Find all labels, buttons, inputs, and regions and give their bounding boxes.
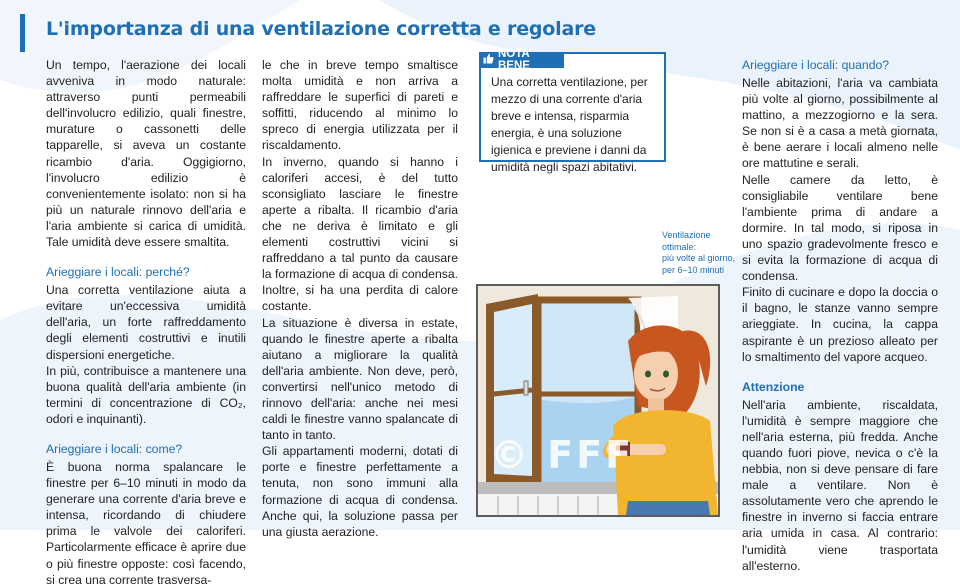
quando-paragraph-3: Finito di cucinare e dopo la doccia o il bagno, le stanze vanno sempre arieggiate. In cucina, la cappa aspirante è un prezioso alleato per lo smaltimento del vapore acqueo. [742, 285, 938, 364]
come-paragraph-2: le che in breve tempo smaltisce molta umidità e non arriva a raffreddare le superfici di pareti e soffitti, riducendo al minimo lo spreco di energia utilizzata per il riscaldamento. [262, 58, 458, 153]
ventilation-illustration [476, 284, 720, 517]
quando-paragraph-1: Nelle abitazioni, l'aria va cambiata più volte al giorno, possibilmente al mattino, a mezzogiorno e la sera. Se non si è a casa a metà giornata, è bene aerare i locali almeno nelle ore mattutine e serali. [742, 76, 938, 171]
column-1 [46, 57, 246, 588]
illustration-caption [662, 230, 752, 276]
nota-bene-label: NOTA BENE [498, 48, 530, 72]
nota-bene-text: Una corretta ventilazione, per mezzo di una corrente d'aria breve e intensa, risparmia energia, è una soluzione igienica e previene i danni da umidità negli spazi abitativi. [491, 75, 648, 174]
heading-quando: Arieggiare i locali: quando? [742, 58, 890, 72]
appartamenti-paragraph: Gli appartamenti moderni, dotati di porte e finestre perfettamente a tenuta, non sono immuni alla formazione di acqua di condensa. Anche qui, la soluzione passa per una giusta aerazione. [262, 444, 458, 539]
nota-bene-header [479, 48, 564, 72]
nota-bene-box [479, 48, 666, 174]
caption-line-4: per 6–10 minuti [662, 264, 725, 275]
caption-line-1: Ventilazione [662, 230, 711, 240]
quando-paragraph-2: Nelle camere da letto, è consigliabile ventilare bene l'ambiente prima di andare a dormire. In tal modo, si riposa in uno spazio gradevolmente fresco e si evita la formazione di acqua di condensa. [742, 172, 938, 284]
heading-come: Arieggiare i locali: come? [46, 441, 183, 456]
perche-paragraph-1: Una corretta ventilazione aiuta a evitare un'eccessiva umidità dell'aria, un forte raffreddamento degli elementi costruttivi e inutili dispersioni energetiche. [46, 283, 246, 362]
heading-perche: Arieggiare i locali: perché? [46, 265, 190, 280]
title-accent-bar [20, 14, 25, 52]
thumbs-up-icon [483, 53, 494, 67]
estate-paragraph: La situazione è diversa in estate, quando le finestre aperte a ribalta aiutano a migliorare la qualità dell'aria ambiente. Non deve, però, convertirsi nell'unico metodo di rinnovo dell'aria: anche nei mesi caldi le finestre vanno spalancate di tanto in tanto. [262, 315, 458, 443]
attenzione-paragraph: Nell'aria ambiente, riscaldata, l'umidità è sempre maggiore che nell'aria esterna, più fredda. Anche quando fuori piove, nevica o c'è la nebbia, non si deve pensare di fare male a ventilare. Non è assolutamente vero che aprendo le finestre in inverno si faccia entrare aria umida in casa. Al contrario: l'umidità viene trasportata all'esterno. [742, 397, 938, 573]
caption-line-3: più volte al giorno, [662, 253, 736, 263]
column-2 [262, 57, 458, 540]
come-paragraph-1: È buona norma spalancare le finestre per 6–10 minuti in modo da generare una corrente d'aria breve e intensa, ricordando di chiudere prima le valvole dei caloriferi. Particolarmente efficace è aprire due o più finestre opposte: così facendo, si crea una corrente trasversa- [46, 459, 246, 587]
page-title: L'importanza di una ventilazione corretta e regolare [46, 18, 596, 40]
caption-line-2: ottimale: [662, 241, 697, 252]
perche-paragraph-2: In più, contribuisce a mantenere una buona qualità dell'aria ambiente (in termini di concentrazione di CO₂, odori e inquinanti). [46, 363, 246, 426]
intro-paragraph: Un tempo, l'aerazione dei locali avveniva in modo naturale: attraverso punti permeabili dell'involucro edilizio, quali finestre, murature o cassonetti delle tapparelle, si aveva un costante ricambio d'aria. Oggigiorno, l'involucro edilizio è convenientemente isolato: non si ha più un naturale rinnovo dell'aria e l'aria ambiente si carica di umidità. Tale umidità deve essere smaltita. [46, 58, 246, 250]
woman-at-open-window-image [478, 286, 718, 515]
inverno-paragraph: In inverno, quando si hanno i caloriferi accesi, è del tutto sconsigliato lasciare le finestre aperte a ribalta. Il ricambio d'aria che ne deriva è limitato e gli elementi costruttivi vicini si raffreddano a tal punto da causare la formazione di acqua di condensa. Inoltre, si ha una perdita di calore costante. [262, 154, 458, 314]
column-4 [742, 57, 938, 574]
copyright-watermark: © FFF [490, 433, 635, 477]
heading-attenzione: Attenzione [742, 379, 805, 394]
